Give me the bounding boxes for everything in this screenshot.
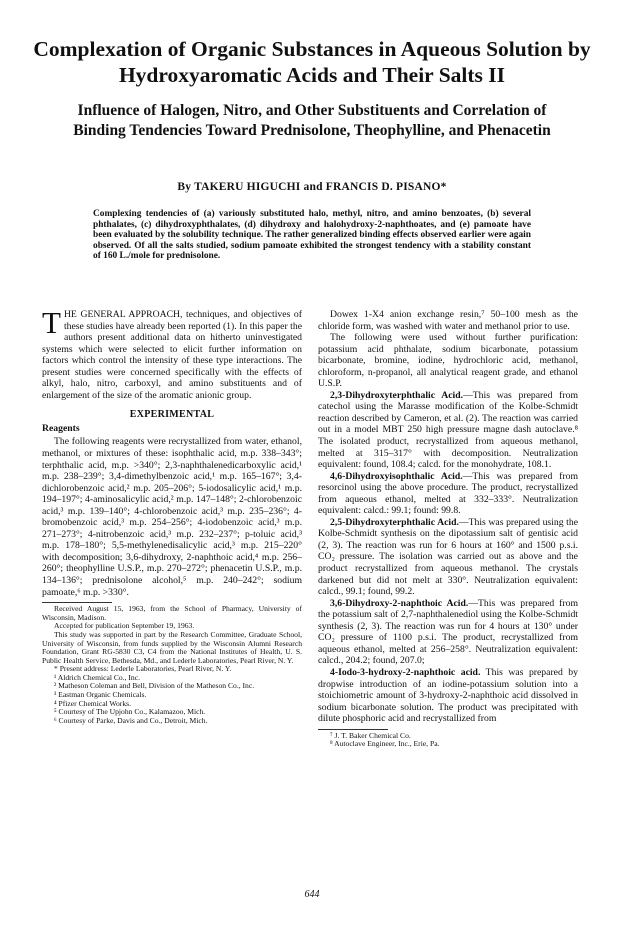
footnote: This study was supported in part by the Research Committee, Graduate School, University of Wisconsin, from funds supplied by the Wisconsin Alumni Research Foundation, Grant RG-5830 C3, C4 from the National Institutes of Health, U. S. Public Health Service, Bethesda, Md., and Lederle Laboratories, Pearl River, N. Y. bbox=[42, 629, 302, 665]
footnote: ⁵ Courtesy of The Upjohn Co., Kalamazoo, Mich. bbox=[54, 707, 206, 717]
reagents-paragraph: The following reagents were recrystallized from water, ethanol, methanol, or mixtures of these: isophthalic acid, m.p. 338–343°; terphthalic acid, m.p. >340°; 2,3-naphthalenedicarboxylic acid,¹ m.p. 238–239°; 3,4-dimethylbenzoic acid,¹ m.p. 165–167°; 3,4-dichlorobenzoic acid,² m.p. 205–206°; 5-iodosalicylic acid,¹ m.p. 194–197°; 4-aminosalicylic acid,² m.p. 147–148°; 2-chlorobenzoic acid,³ m.p. 139–140°; 4-chlorobenzoic acid,³ m.p. 235–236°; 4-bromobenzoic acid,³ m.p. 254–256°; 4-iodobenzoic acid,³ m.p. 271–273°; 4-nitrobenzoic acid,³ m.p. 232–237°; p-toluic acid,³ m.p. 178–180°; 5,5-methylenedisalicylic acid,³ m.p. 215–220° with decomposition; 3,6-dihydroxy, 2-naphthoic acid,⁴ m.p. 256–260°; theophylline U.S.P., m.p. 270–272°; phenacetin U.S.P., m.p. 134–136°; prednisolone alcohol,⁵ m.p. 240–242°; sodium pamoate,⁶ m.p. >330°. bbox=[42, 436, 302, 598]
footnotes-right bbox=[318, 732, 578, 749]
footnote: ⁴ Pfizer Chemical Works. bbox=[54, 698, 131, 708]
article-title: Complexation of Organic Substances in Aqueous Solution by Hydroxyaromatic Acids and Their Salts II bbox=[33, 37, 591, 87]
paragraph bbox=[318, 667, 578, 725]
footnote: * Present address: Lederle Laboratories, Pearl River, N. Y. bbox=[54, 664, 232, 674]
article-subtitle: Influence of Halogen, Nitro, and Other Substituents and Correlation of Binding Tendencies Toward Prednisolone, Theophylline, and Phenacetin bbox=[73, 102, 551, 139]
run-in-heading: 4-Iodo-3-hydroxy-2-naphthoic acid. bbox=[330, 666, 481, 678]
run-in-heading: 4,6-Dihydroxyisophthalic Acid. bbox=[330, 470, 463, 482]
paragraph-text: —This was prepared from resorcinol using the above procedure. The product, recrystallized from aqueous ethanol, melted at 332–333°. Neutralization equivalent: calcd.: 99.1; found: 99.8. bbox=[318, 470, 578, 517]
run-in-heading: 3,6-Dihydroxy-2-naphthoic Acid. bbox=[330, 597, 469, 609]
author-line: By TAKERU HIGUCHI and FRANCIS D. PISANO* bbox=[177, 181, 447, 193]
section-heading-experimental: EXPERIMENTAL bbox=[129, 409, 215, 421]
paragraph-text: —This was prepared using the Kolbe-Schmidt synthesis on the dipotassium salt of gentisic acid (2, 3). The reaction was run for 6 hours at 160° and 1500 p.s.i. CO₂ pressure. The isolation was carried out as above and the product recrystallized from aqueous methanol. The crystals darkened but did not melt at 330°. Neutralization equivalent: calcd., 99.1; found, 99.2. bbox=[318, 516, 578, 598]
footnote: Received August 15, 1963, from the School of Pharmacy, University of Wisconsin, Madison. bbox=[42, 604, 302, 622]
paragraph-text: —This was prepared from catechol using the Marasse modification of the Kolbe-Schmidt reaction described by Cameron, et al. (2). The reaction was carried out in a model MBT 250 high pressure magne dash autoclave.⁸ The isolated product, recrystallized from aqueous methanol, melted at 315–317° with decomposition. Neutralization equivalent: found, 108.4; calcd. for the monohydrate, 108.1. bbox=[318, 389, 578, 471]
paragraph-text: This was prepared by dropwise introduction of an iodine-potassium solution into a stoichiometric amount of 3-hydroxy-2-naphthoic acid dissolved in sodium bicarbonate solution. The product was precipitated with dilute phosphoric acid and recrystallized from bbox=[318, 666, 578, 725]
footnotes-left bbox=[42, 605, 302, 725]
footnote: ³ Eastman Organic Chemicals. bbox=[54, 690, 147, 700]
footnote: ¹ Aldrich Chemical Co., Inc. bbox=[54, 672, 141, 682]
paragraph bbox=[318, 390, 578, 471]
right-column bbox=[318, 309, 578, 749]
footnote: ⁷ J. T. Baker Chemical Co. bbox=[330, 730, 411, 740]
paragraph: Dowex 1-X4 anion exchange resin,⁷ 50–100 mesh as the chloride form, was washed with water and methanol prior to use. bbox=[318, 309, 578, 332]
subsection-heading-reagents: Reagents bbox=[42, 422, 80, 434]
paragraph: The following were used without further purification: potassium acid phthalate, sodium bicarbonate, potassium bicarbonate, bromine, iodine, hydrochloric acid, methanol, chloroform, n-propanol, all analytical reagent grade, and ethanol U.S.P. bbox=[318, 332, 578, 390]
footnote-divider bbox=[318, 729, 388, 730]
footnote: ⁶ Courtesy of Parke, Davis and Co., Detroit, Mich. bbox=[54, 715, 208, 725]
left-column bbox=[42, 305, 302, 725]
paragraph bbox=[318, 598, 578, 667]
intro-small-caps: HE GENERAL APPROACH, bbox=[63, 309, 183, 320]
paragraph bbox=[318, 517, 578, 598]
drop-cap: T bbox=[42, 305, 61, 340]
intro-paragraph bbox=[42, 305, 302, 401]
run-in-heading: 2,3-Dihydroxyterphthalic Acid. bbox=[330, 389, 464, 401]
footnote: ⁸ Autoclave Engineer, Inc., Erie, Pa. bbox=[330, 739, 440, 749]
intro-text: techniques, and objectives of these studies have already been reported (1). In this paper the authors present additional data on hitherto uninvestigated systems which were selected to elicit further information on factors which control the intensity of these type interactions. The present studies were concerned specifically with the effects of alkyl, halo, nitro, carboxyl, and amino substituents and of enlargement of the size of the aromatic anionic group. bbox=[42, 309, 302, 401]
page-number: 644 bbox=[304, 889, 320, 900]
footnote-divider bbox=[42, 602, 112, 603]
paragraph bbox=[318, 471, 578, 517]
run-in-heading: 2,5-Dihydroxyterphthalic Acid. bbox=[330, 516, 459, 528]
abstract: Complexing tendencies of (a) variously substituted halo, methyl, nitro, and amino benzoates, (b) several phthalates, (c) dihydroxyphthalates, (d) dihydroxy and halohydroxy-2-naphthoates, and (e) pamoate have been evaluated by the solubility technique. The rather generalized binding effects observed earlier were again observed. Of all the salts studied, sodium pamoate exhibited the strongest tendency with a stability constant of 160 L./mole for prednisolone. bbox=[93, 209, 531, 261]
footnote: ² Matheson Coleman and Bell, Division of the Matheson Co., Inc. bbox=[54, 681, 255, 691]
paragraph-text: —This was prepared from the potassium salt of 2,7-naphthalenediol using the Kolbe-Schmidt synthesis (2, 3). The reaction was run for 4 hours at 130° under CO₂ pressure of 1100 p.s.i. The product, recrystallized from aqueous ethanol, melted at 256–258°. Neutralization equivalent: calcd., 204.2; found, 207.0; bbox=[318, 597, 578, 667]
footnote: Accepted for publication September 19, 1963. bbox=[54, 621, 195, 631]
